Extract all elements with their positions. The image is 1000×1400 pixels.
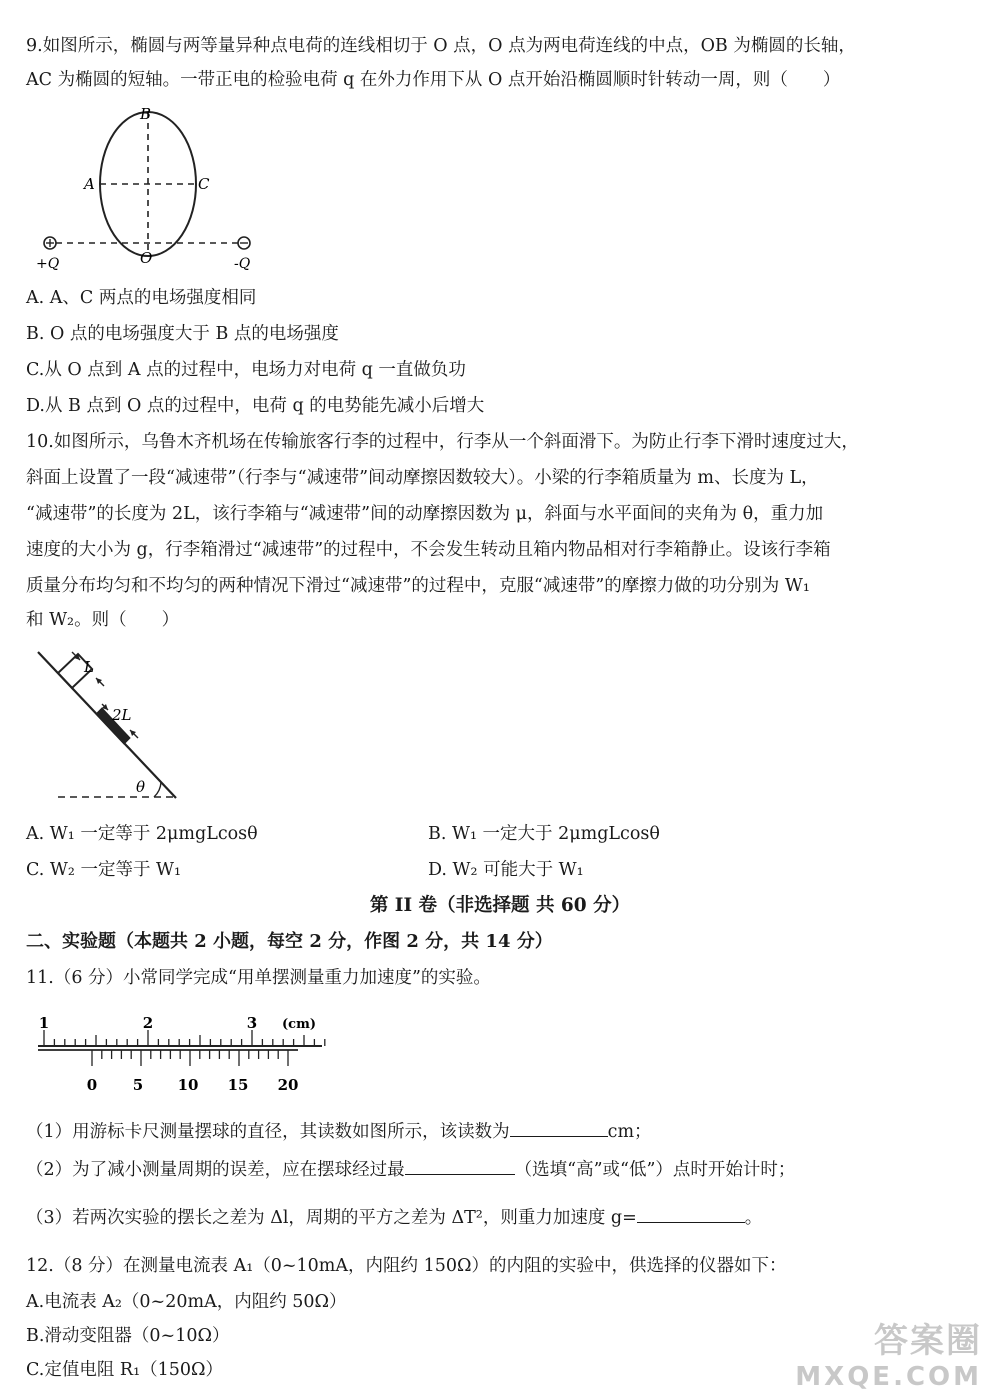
- q9-option-d: D.从 B 点到 O 点的过程中，电荷 q 的电势能先减小后增大: [26, 396, 485, 416]
- caliper-unit: (cm): [282, 1017, 316, 1032]
- q10-stem-line-6: 和 W₂。则（ ）: [26, 610, 180, 630]
- label-L: L: [84, 658, 94, 676]
- vernier-label-20: 20: [277, 1076, 299, 1094]
- q9-option-b: B. O 点的电场强度大于 B 点的电场强度: [26, 324, 339, 344]
- label-B: B: [140, 105, 152, 123]
- label-theta: θ: [136, 778, 146, 796]
- q12-item-b: B.滑动变阻器（0~10Ω）: [26, 1326, 230, 1346]
- q11-part-3-end: 。: [744, 1208, 763, 1228]
- q10-stem-line-3: “减速带”的长度为 2L，该行李箱与“减速带”间的动摩擦因数为 μ，斜面与水平面间的夹角为 θ，重力加: [26, 504, 824, 524]
- answer-blank-diameter[interactable]: [510, 1118, 608, 1137]
- watermark-url: MXQE.COM: [795, 1362, 982, 1392]
- label-C: C: [198, 175, 210, 193]
- q12-item-a: A.电流表 A₂（0~20mA，内阻约 50Ω）: [26, 1292, 347, 1312]
- answer-blank-gravity[interactable]: [637, 1204, 745, 1223]
- q9-stem-line-2: AC 为椭圆的短轴。一带正电的检验电荷 q 在外力作用下从 O 点开始沿椭圆顺时针转动一周，则（ ）: [26, 70, 841, 90]
- main-scale-label-2: 2: [142, 1014, 154, 1032]
- q9-option-c: C.从 O 点到 A 点的过程中，电场力对电荷 q 一直做负功: [26, 360, 466, 380]
- label-A: A: [84, 175, 95, 193]
- q10-stem-line-1: 10.如图所示，乌鲁木齐机场在传输旅客行李的过程中，行李从一个斜面滑下。为防止行李下滑时速度过大，: [26, 432, 859, 452]
- experiment-section-title: 二、实验题（本题共 2 小题，每空 2 分，作图 2 分，共 14 分）: [26, 931, 553, 952]
- label-O: O: [140, 249, 153, 267]
- q9-stem-line-1: 9.如图所示，椭圆与两等量异种点电荷的连线相切于 O 点，O 点为两电荷连线的中点，OB 为椭圆的长轴，: [26, 36, 856, 56]
- label-positive-charge: +Q: [36, 256, 60, 272]
- q11-stem: 11.（6 分）小常同学完成“用单摆测量重力加速度”的实验。: [26, 968, 491, 988]
- q10-stem-line-2: 斜面上设置了一段“减速带”（行李与“减速带”间动摩擦因数较大）。小梁的行李箱质量为 m、长度为 L，: [26, 468, 819, 488]
- vernier-label-10: 10: [177, 1076, 199, 1094]
- watermark-logo: 答案圈: [874, 1321, 982, 1361]
- answer-blank-high-low[interactable]: [405, 1156, 515, 1175]
- q11-part-2-text-tail: （选填“高”或“低”）点时开始计时；: [514, 1160, 796, 1180]
- q12-item-c: C.定值电阻 R₁（150Ω）: [26, 1360, 223, 1380]
- q10-option-b: B. W₁ 一定大于 2μmgLcosθ: [428, 824, 660, 844]
- q11-part-2: [26, 1156, 795, 1184]
- q10-incline-figure: [28, 640, 198, 810]
- main-scale-label-1: 1: [38, 1014, 50, 1032]
- q10-option-d: D. W₂ 可能大于 W₁: [428, 860, 584, 880]
- vernier-label-5: 5: [132, 1076, 144, 1094]
- q10-stem-line-4: 速度的大小为 g，行李箱滑过“减速带”的过程中，不会发生转动且箱内物品相对行李箱静止。设该行李箱: [26, 540, 831, 560]
- vernier-label-15: 15: [227, 1076, 249, 1094]
- q12-stem: 12.（8 分）在测量电流表 A₁（0~10mA，内阻约 150Ω）的内阻的实验中，供选择的仪器如下：: [26, 1256, 787, 1276]
- part-2-title: 第 II 卷（非选择题 共 60 分）: [369, 895, 631, 916]
- label-negative-charge: -Q: [234, 256, 251, 272]
- q11-part-1: [26, 1118, 652, 1146]
- q9-option-a: A. A、C 两点的电场强度相同: [26, 288, 257, 308]
- main-scale-ticks: [44, 1030, 325, 1046]
- q11-part-1-text: （1）用游标卡尺测量摆球的直径，其读数如图所示，该读数为: [26, 1122, 510, 1142]
- q10-option-a: A. W₁ 一定等于 2μmgLcosθ: [26, 824, 258, 844]
- q11-part-3-text: （3）若两次实验的摆长之差为 Δl，周期的平方之差为 ΔT²，则重力加速度 g=: [26, 1208, 637, 1228]
- main-scale-label-3: 3: [246, 1014, 258, 1032]
- q11-part-2-text: （2）为了减小测量周期的误差，应在摆球经过最: [26, 1160, 405, 1180]
- watermark: [795, 1313, 982, 1392]
- q11-part-1-unit: cm；: [607, 1122, 652, 1142]
- q10-option-c: C. W₂ 一定等于 W₁: [26, 860, 182, 880]
- q10-stem-line-5: 质量分布均匀和不均匀的两种情况下滑过“减速带”的过程中，克服“减速带”的摩擦力做的功分别为 W₁: [26, 576, 810, 596]
- q9-ellipse-figure: [30, 104, 270, 276]
- vernier-label-0: 0: [86, 1076, 98, 1094]
- label-2L: 2L: [112, 706, 132, 724]
- vernier-scale-ticks: [92, 1050, 288, 1066]
- q11-part-3: [26, 1204, 762, 1232]
- vernier-caliper-figure: [30, 1008, 350, 1104]
